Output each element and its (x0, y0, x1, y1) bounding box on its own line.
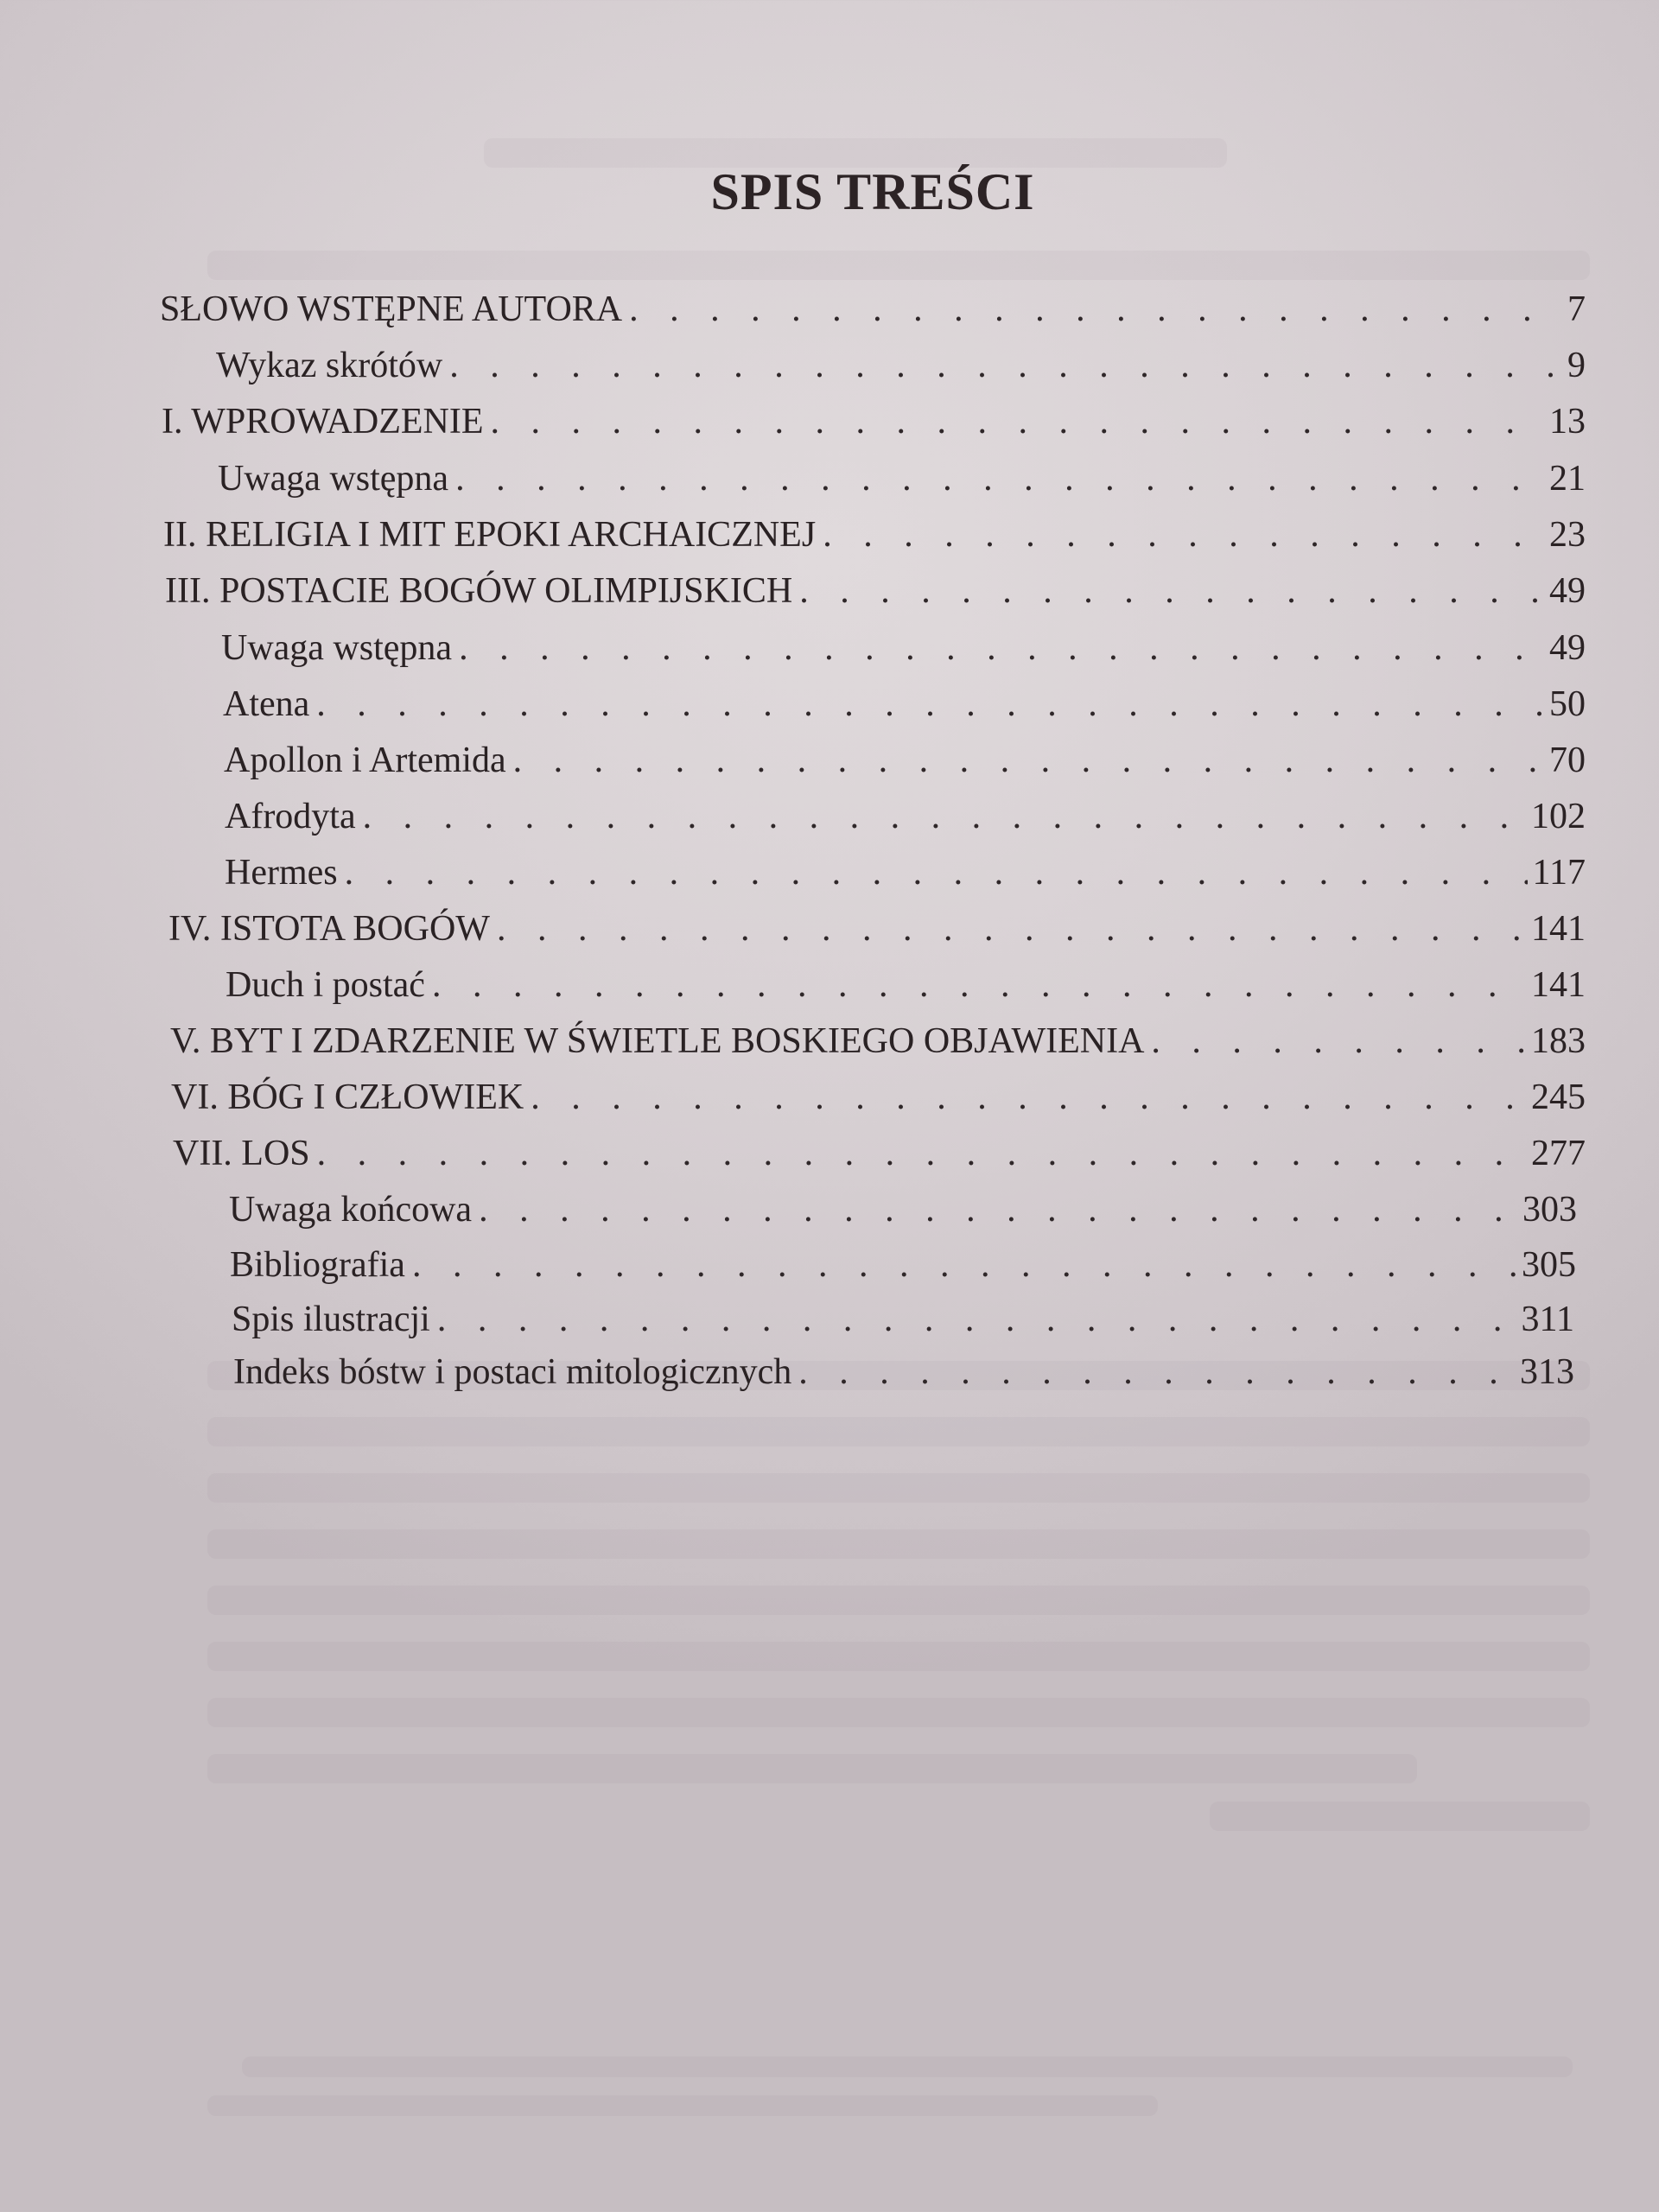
toc-entry (170, 1015, 1586, 1067)
toc-entry (171, 1071, 1586, 1123)
toc-dot-leader (1151, 1015, 1526, 1067)
toc-entry-label: Spis ilustracji (232, 1300, 430, 1339)
toc-entry-page: 245 (1531, 1077, 1586, 1117)
toc-dot-leader (531, 1071, 1526, 1123)
toc-dot-leader (455, 453, 1544, 505)
toc-entry (225, 847, 1586, 899)
toc-dot-leader (412, 1239, 1516, 1291)
toc-entry-label: I. WPROWADZENIE (162, 402, 484, 442)
toc-dot-leader (497, 903, 1526, 955)
toc-dot-leader (491, 396, 1544, 448)
toc-entry (216, 340, 1586, 391)
toc-entry-page: 50 (1549, 684, 1586, 724)
toc-entry (160, 283, 1586, 335)
toc-entry-page: 141 (1531, 965, 1586, 1005)
toc-dot-leader (629, 283, 1562, 335)
toc-entry-label: Afrodyta (225, 797, 356, 836)
toc-dot-leader (798, 1346, 1515, 1398)
toc-entry-page: 49 (1549, 571, 1586, 611)
toc-dot-leader (459, 622, 1544, 674)
toc-entry-label: SŁOWO WSTĘPNE AUTORA (160, 289, 623, 329)
toc-entry-page: 311 (1521, 1300, 1574, 1339)
toc-entry-label: Wykaz skrótów (216, 346, 443, 385)
toc-entry (221, 622, 1586, 674)
toc-entry-page: 13 (1549, 402, 1586, 442)
toc-entry-page: 305 (1522, 1245, 1576, 1285)
toc-entry-label: Uwaga końcowa (229, 1190, 473, 1230)
toc-dot-leader (345, 847, 1528, 899)
toc-entry-label: Hermes (225, 853, 338, 893)
toc-entry-label: VII. LOS (173, 1134, 310, 1173)
toc-entry-page: 49 (1549, 628, 1586, 668)
toc-dot-leader (316, 678, 1544, 730)
toc-entry (232, 1294, 1574, 1345)
toc-dot-leader (317, 1128, 1526, 1179)
toc-entry-page: 21 (1549, 459, 1586, 499)
toc-entry-page: 7 (1567, 289, 1586, 329)
toc-entry-label: VI. BÓG I CZŁOWIEK (171, 1077, 524, 1117)
toc-dot-leader (363, 791, 1526, 842)
toc-entry (230, 1239, 1576, 1291)
toc-dot-leader (449, 340, 1562, 391)
toc-dot-leader (799, 565, 1544, 617)
toc-entry-page: 102 (1531, 797, 1586, 836)
toc-entry-label: II. RELIGIA I MIT EPOKI ARCHAICZNEJ (163, 515, 817, 555)
toc-entry (163, 509, 1586, 561)
toc-dot-leader (823, 509, 1544, 561)
toc-entry (233, 1346, 1574, 1398)
toc-entry-page: 183 (1531, 1021, 1586, 1061)
toc-entry (162, 396, 1586, 448)
toc-dot-leader (513, 734, 1544, 786)
toc-entry-label: IV. ISTOTA BOGÓW (168, 909, 490, 949)
toc-entry-page: 117 (1532, 853, 1586, 893)
toc-entry (165, 565, 1586, 617)
toc-entry-page: 303 (1522, 1190, 1577, 1230)
toc-entry (226, 959, 1586, 1011)
toc-entry-page: 23 (1549, 515, 1586, 555)
toc-entry-label: Apollon i Artemida (224, 741, 506, 780)
toc-entry-label: Uwaga wstępna (221, 628, 453, 668)
toc-entry (218, 453, 1586, 505)
toc-entry-page: 277 (1531, 1134, 1586, 1173)
toc-entry-label: III. POSTACIE BOGÓW OLIMPIJSKICH (165, 571, 793, 611)
toc-entry-label: V. BYT I ZDARZENIE W ŚWIETLE BOSKIEGO OBJAWIENIA (170, 1021, 1145, 1061)
toc-entry-page: 70 (1549, 741, 1586, 780)
toc-dot-leader (437, 1294, 1516, 1345)
toc-entry (225, 791, 1586, 842)
toc-entry-label: Duch i postać (226, 965, 425, 1005)
toc-entry (223, 678, 1586, 730)
toc-entry (173, 1128, 1586, 1179)
toc-entry (229, 1184, 1577, 1236)
toc-entry-label: Indeks bóstw i postaci mitologicznych (233, 1352, 792, 1392)
toc-entry-page: 313 (1520, 1352, 1574, 1392)
toc-entry-page: 141 (1531, 909, 1586, 949)
toc-entry (168, 903, 1586, 955)
toc-entry (224, 734, 1586, 786)
page-title: SPIS TREŚCI (710, 163, 1035, 220)
toc-dot-leader (432, 959, 1526, 1011)
toc-entry-label: Uwaga wstępna (218, 459, 449, 499)
toc-entry-page: 9 (1567, 346, 1586, 385)
toc-entry-label: Atena (223, 684, 310, 724)
toc-dot-leader (479, 1184, 1517, 1236)
toc-entry-label: Bibliografia (230, 1245, 405, 1285)
